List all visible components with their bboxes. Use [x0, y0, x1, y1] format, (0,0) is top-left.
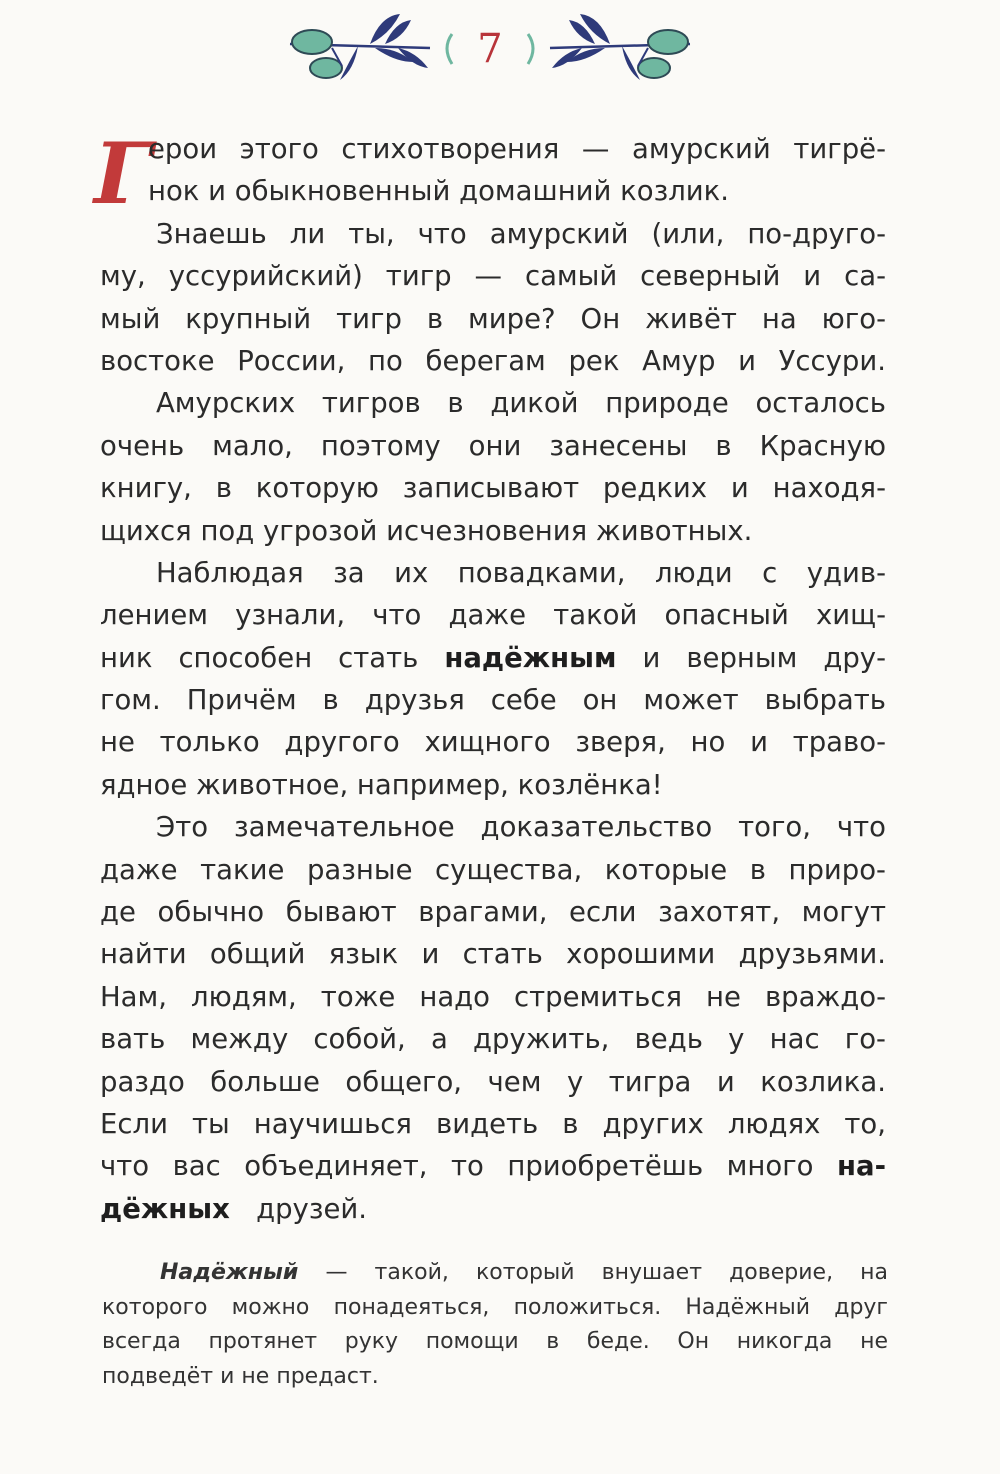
text-line: раздо больше общего, чем у тигра и козлика. — [100, 1065, 886, 1098]
text-line: книгу, в которую записывают редких и находя- — [100, 472, 886, 505]
drop-cap: Г — [94, 124, 152, 223]
paragraph-1 — [100, 128, 886, 213]
text-fragment: друзей. — [256, 1192, 367, 1225]
text-fragment: ник способен стать — [100, 641, 419, 674]
text-line: нок и обыкновенный домашний козлик. — [148, 175, 730, 208]
text-line: гом. Причём в друзья себе он может выбрать — [100, 684, 886, 717]
text-fragment: что вас объединяет, то приобретёшь много — [100, 1150, 814, 1183]
text-line — [100, 1188, 886, 1230]
page-number: 7 — [477, 26, 503, 72]
text-line — [102, 1256, 888, 1291]
text-line: подведёт и не предаст. — [102, 1363, 379, 1389]
text-line: всегда протянет руку помощи в беде. Он никогда не — [102, 1329, 888, 1354]
text-line: Нам, людям, тоже надо стремиться не враждо- — [100, 980, 886, 1013]
text-line — [100, 1145, 886, 1187]
text-line: ядное животное, например, козлёнка! — [100, 768, 663, 801]
text-line: мый крупный тигр в мире? Он живёт на юго- — [100, 302, 886, 335]
definition-note — [102, 1256, 888, 1394]
text-line: Это замечательное доказательство того, что — [156, 811, 886, 844]
text-line: которого можно понадеяться, положиться. Надёжный друг — [102, 1294, 888, 1320]
text-line: востоке России, по берегам рек Амур и Уссури. — [100, 344, 886, 377]
text-line: Амурских тигров в дикой природе осталось — [156, 387, 886, 420]
text-line: Если ты научишься видеть в других людях то, — [100, 1107, 886, 1140]
text-line: де обычно бывают врагами, если захотят, могут — [100, 896, 886, 929]
paragraph-4 — [100, 552, 886, 806]
text-line: щихся под угрозой исчезновения животных. — [100, 514, 753, 547]
text-line: му, уссурийский) тигр — самый северный и са- — [100, 260, 886, 293]
text-line: очень мало, поэтому они занесены в Красную — [100, 429, 886, 462]
text-line — [100, 637, 886, 679]
text-line: даже такие разные существа, которые в приро- — [100, 853, 886, 886]
paragraph-5 — [100, 806, 886, 1230]
text-fragment: и верным дру- — [642, 641, 886, 674]
bold-term: на- — [837, 1150, 886, 1183]
text-line: Наблюдая за их повадками, люди с удив- — [156, 556, 886, 589]
text-line: ерои этого стихотворения — амурский тигрё- — [148, 133, 886, 165]
bold-term: дёжных — [100, 1192, 230, 1225]
text-line: лением узнали, что даже такой опасный хищ- — [100, 599, 886, 632]
text-fragment: — такой, который внушает доверие, на — [325, 1260, 888, 1285]
definition-term: Надёжный — [160, 1260, 299, 1285]
text-line: вать между собой, а дружить, ведь у нас го- — [100, 1023, 886, 1056]
paragraph-3 — [100, 382, 886, 552]
text-line: найти общий язык и стать хорошими друзьями. — [100, 938, 886, 971]
paragraph-2 — [100, 213, 886, 383]
text-line: не только другого хищного зверя, но и траво- — [100, 726, 886, 759]
text-line: Знаешь ли ты, что амурский (или, по-друго- — [156, 217, 886, 250]
page-header — [280, 8, 700, 88]
main-text — [100, 128, 886, 1230]
bold-term: надёжным — [444, 641, 617, 674]
